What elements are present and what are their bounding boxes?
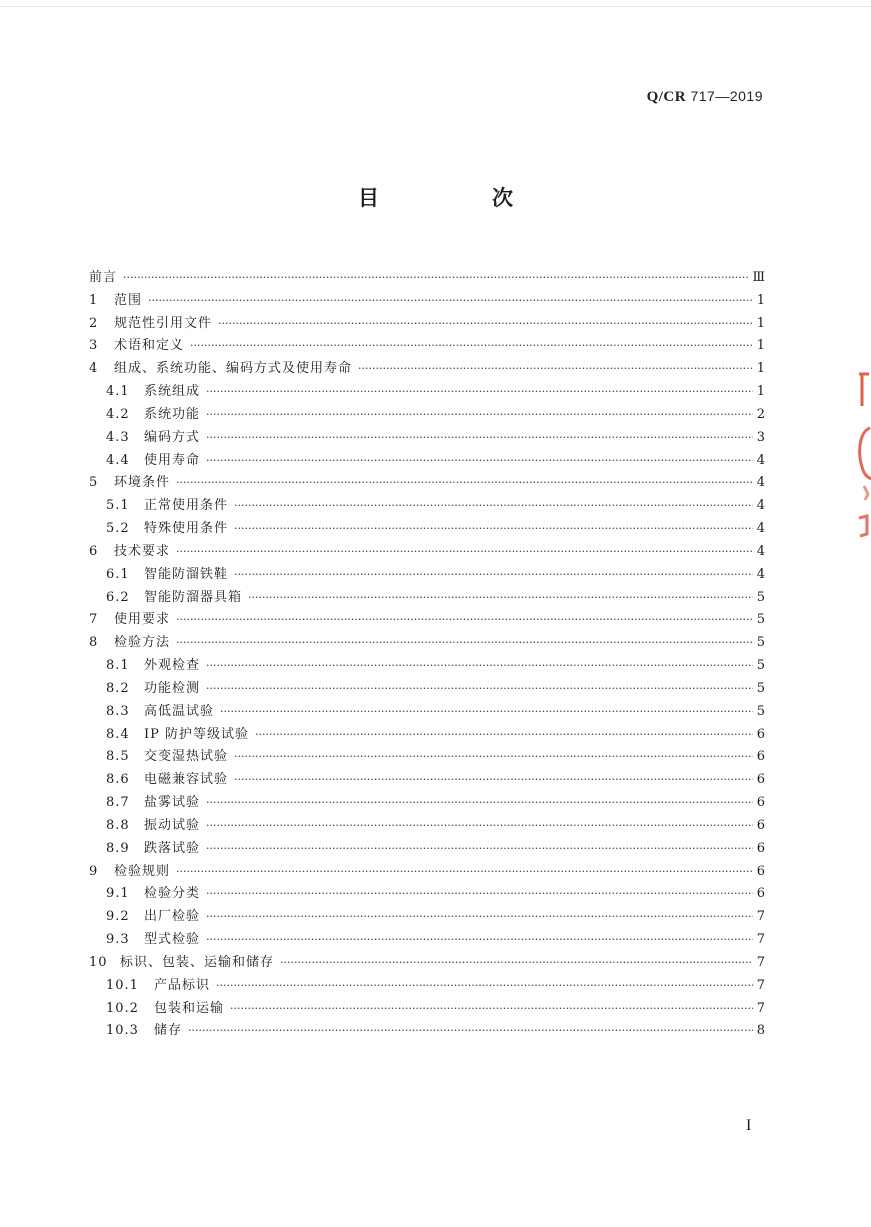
toc-entry-number: 8.8	[106, 817, 130, 833]
toc-entry-title: 出厂检验	[144, 909, 201, 925]
toc-entry-number: 8.1	[106, 658, 130, 674]
toc-entry-title: 使用寿命	[144, 452, 201, 468]
toc-entry[interactable]	[89, 494, 765, 517]
toc-entry[interactable]	[89, 334, 765, 357]
toc-entry-page: 8	[756, 1023, 765, 1039]
toc-entry[interactable]	[89, 312, 765, 335]
toc-entry[interactable]	[89, 677, 765, 700]
toc-dot-leader	[206, 887, 753, 900]
toc-dot-leader	[176, 476, 753, 489]
toc-entry-title: 组成、系统功能、编码方式及使用寿命	[114, 361, 353, 377]
toc-entry-number: 6.1	[106, 566, 130, 582]
toc-entry[interactable]	[89, 745, 765, 768]
toc-entry-page: 7	[756, 909, 765, 925]
toc-entry-page: 4	[756, 543, 765, 559]
toc-entry[interactable]	[89, 563, 765, 586]
toc-entry-title: 交变湿热试验	[144, 749, 229, 765]
toc-entry-page: 1	[756, 292, 765, 308]
toc-dot-leader	[234, 499, 753, 512]
toc-entry[interactable]	[89, 380, 765, 403]
toc-entry-number: 10.3	[106, 1023, 139, 1039]
toc-entry[interactable]	[89, 403, 765, 426]
toc-entry-page: 6	[756, 840, 765, 856]
toc-entry-number: 8.7	[106, 795, 130, 811]
toc-dot-leader	[190, 339, 753, 352]
toc-dot-leader	[176, 636, 753, 649]
toc-dot-leader	[188, 1024, 753, 1037]
toc-entry-number: 5	[89, 475, 99, 491]
toc-entry[interactable]	[89, 608, 765, 631]
toc-dot-leader	[216, 979, 753, 992]
toc-entry-title: 检验分类	[144, 886, 201, 902]
toc-entry-page: 1	[756, 361, 765, 377]
toc-dot-leader	[206, 385, 753, 398]
toc-dot-leader	[206, 910, 753, 923]
toc-entry[interactable]	[89, 357, 765, 380]
toc-entry-title: 范围	[114, 292, 143, 308]
toc-entry-title: 型式检验	[144, 932, 201, 948]
toc-dot-leader	[206, 659, 753, 672]
toc-entry-page: 5	[756, 680, 765, 696]
toc-entry-title: 产品标识	[154, 977, 211, 993]
toc-entry-number: 4.1	[106, 384, 130, 400]
toc-entry-title: 使用要求	[114, 612, 171, 628]
toc-entry[interactable]	[89, 266, 765, 289]
toc-entry-number: 9.3	[106, 932, 130, 948]
toc-dot-leader	[206, 842, 753, 855]
toc-entry-number: 9.1	[106, 886, 130, 902]
toc-entry[interactable]	[89, 586, 765, 609]
toc-dot-leader	[358, 362, 753, 375]
toc-entry-title: 检验规则	[114, 863, 171, 879]
toc-entry-title: 正常使用条件	[144, 498, 229, 514]
toc-dot-leader	[206, 431, 753, 444]
toc-entry-page: 5	[756, 612, 765, 628]
toc-entry-title: 系统功能	[144, 406, 201, 422]
toc-entry[interactable]	[89, 974, 765, 997]
toc-entry-number: 10.2	[106, 1000, 139, 1016]
toc-entry-page: 1	[756, 384, 765, 400]
toc-entry-page: 6	[756, 863, 765, 879]
toc-entry-number: 8.9	[106, 840, 130, 856]
toc-entry-page: Ⅲ	[752, 270, 765, 285]
toc-entry[interactable]	[89, 426, 765, 449]
toc-entry-title: 编码方式	[144, 429, 201, 445]
toc-entry-title: 储存	[154, 1023, 183, 1039]
toc-entry-number: 4.3	[106, 429, 130, 445]
document-code	[647, 88, 763, 106]
toc-entry[interactable]	[89, 471, 765, 494]
toc-entry-number: 9	[89, 863, 99, 879]
toc-entry-page: 5	[756, 658, 765, 674]
toc-entry-title: 技术要求	[114, 543, 171, 559]
toc-entry[interactable]	[89, 700, 765, 723]
toc-dot-leader	[176, 545, 753, 558]
toc-entry-title: 前言	[89, 270, 118, 285]
toc-entry-number: 1	[89, 292, 99, 308]
toc-dot-leader	[206, 682, 753, 695]
toc-entry-page: 4	[756, 566, 765, 582]
toc-entry-number: 6	[89, 543, 99, 559]
toc-entry-page: 4	[756, 498, 765, 514]
toc-entry[interactable]	[89, 631, 765, 654]
toc-dot-leader	[280, 956, 753, 969]
toc-entry-page: 6	[756, 886, 765, 902]
toc-entry-number: 8	[89, 635, 99, 651]
toc-entry-page: 7	[756, 932, 765, 948]
toc-entry[interactable]	[89, 791, 765, 814]
toc-entry-number: 4.4	[106, 452, 130, 468]
toc-dot-leader	[234, 568, 753, 581]
toc-entry-page: 7	[756, 954, 765, 970]
toc-entry-page: 6	[756, 772, 765, 788]
toc-entry[interactable]	[89, 768, 765, 791]
toc-dot-leader	[176, 865, 753, 878]
toc-entry[interactable]	[89, 837, 765, 860]
toc-dot-leader	[123, 271, 748, 284]
toc-dot-leader	[176, 613, 753, 626]
toc-entry-title: 智能防溜铁鞋	[144, 566, 229, 582]
toc-entry[interactable]	[89, 928, 765, 951]
toc-entry-page: 6	[756, 749, 765, 765]
seal-stroke-mid	[864, 486, 868, 500]
red-seal-fragment-image	[855, 366, 871, 541]
toc-dot-leader	[218, 317, 753, 330]
toc-entry-page: 1	[756, 338, 765, 354]
toc-entry-number: 2	[89, 315, 99, 331]
toc-dot-leader	[206, 933, 753, 946]
toc-entry-title: 系统组成	[144, 384, 201, 400]
toc-entry-title: 特殊使用条件	[144, 521, 229, 537]
toc-entry-page: 3	[756, 429, 765, 445]
toc-entry-number: 4	[89, 361, 99, 377]
toc-entry-title: 智能防溜器具箱	[144, 589, 243, 605]
toc-entry-title: 振动试验	[144, 817, 201, 833]
toc-entry-page: 7	[756, 1000, 765, 1016]
toc-entry-number: 3	[89, 338, 99, 354]
document-code-number: 717—2019	[690, 88, 763, 104]
toc-dot-leader	[206, 454, 753, 467]
toc-dot-leader	[206, 796, 753, 809]
toc-entry-number: 4.2	[106, 406, 130, 422]
toc-dot-leader	[248, 591, 753, 604]
page-number: I	[746, 1117, 752, 1134]
toc-entry[interactable]	[89, 289, 765, 312]
toc-entry-number: 5.2	[106, 521, 130, 537]
toc-entry-number: 8.2	[106, 680, 130, 696]
toc-dot-leader	[234, 522, 753, 535]
toc-entry-page: 1	[756, 315, 765, 331]
toc-entry-title: IP 防护等级试验	[144, 726, 250, 742]
toc-entry-page: 4	[756, 452, 765, 468]
toc-entry-page: 6	[756, 726, 765, 742]
toc-entry-number: 8.5	[106, 749, 130, 765]
toc-entry-page: 7	[756, 977, 765, 993]
toc-entry-number: 6.2	[106, 589, 130, 605]
toc-dot-leader	[220, 705, 753, 718]
toc-entry-number: 9.2	[106, 909, 130, 925]
toc-entry-title: 术语和定义	[114, 338, 185, 354]
toc-entry-page: 5	[756, 703, 765, 719]
toc-dot-leader	[206, 819, 753, 832]
toc-entry-page: 4	[756, 521, 765, 537]
toc-entry-page: 5	[756, 635, 765, 651]
toc-entry-title: 外观检查	[144, 658, 201, 674]
page-title: 目 次	[358, 185, 559, 210]
seal-stroke-top	[859, 374, 869, 406]
toc-entry-title: 功能检测	[144, 680, 201, 696]
toc-entry-number: 8.4	[106, 726, 130, 742]
seal-stroke-bottom	[859, 516, 867, 536]
toc-entry-number: 10	[89, 954, 108, 970]
toc-entry[interactable]	[89, 654, 765, 677]
toc-entry-title: 规范性引用文件	[114, 315, 213, 331]
toc-entry-title: 电磁兼容试验	[144, 772, 229, 788]
toc-entry-number: 7	[89, 612, 99, 628]
seal-stroke-ring	[860, 428, 871, 479]
toc-entry-title: 盐雾试验	[144, 795, 201, 811]
toc-dot-leader	[234, 750, 753, 763]
toc-dot-leader	[148, 294, 753, 307]
toc-entry[interactable]	[89, 860, 765, 883]
document-code-prefix: Q/CR	[646, 89, 687, 105]
toc-entry-page: 6	[756, 817, 765, 833]
toc-entry[interactable]	[89, 882, 765, 905]
toc-entry[interactable]	[89, 1019, 765, 1042]
toc-entry-page: 2	[756, 406, 765, 422]
toc-entry[interactable]	[89, 540, 765, 563]
toc-entry[interactable]	[89, 951, 765, 974]
toc-dot-leader	[230, 1002, 753, 1015]
toc-dot-leader	[234, 773, 753, 786]
toc-entry-page: 4	[756, 475, 765, 491]
toc-entry[interactable]	[89, 723, 765, 746]
toc-dot-leader	[255, 728, 753, 741]
toc-entry-title: 检验方法	[114, 635, 171, 651]
toc-entry[interactable]	[89, 997, 765, 1020]
toc-entry-number: 5.1	[106, 498, 130, 514]
scan-edge-line	[0, 6, 871, 7]
toc-entry-title: 包装和运输	[154, 1000, 225, 1016]
toc-entry[interactable]	[89, 517, 765, 540]
toc-entry-title: 标识、包装、运输和储存	[120, 954, 275, 970]
toc-entry-title: 环境条件	[114, 475, 171, 491]
table-of-contents	[89, 266, 765, 1042]
toc-entry-title: 跌落试验	[144, 840, 201, 856]
toc-entry-page: 5	[756, 589, 765, 605]
toc-entry-number: 8.3	[106, 703, 130, 719]
toc-dot-leader	[206, 408, 753, 421]
toc-entry[interactable]	[89, 814, 765, 837]
toc-entry-number: 8.6	[106, 772, 130, 788]
toc-entry[interactable]	[89, 449, 765, 472]
toc-entry-title: 高低温试验	[144, 703, 215, 719]
toc-entry[interactable]	[89, 905, 765, 928]
toc-entry-page: 6	[756, 795, 765, 811]
toc-entry-number: 10.1	[106, 977, 139, 993]
